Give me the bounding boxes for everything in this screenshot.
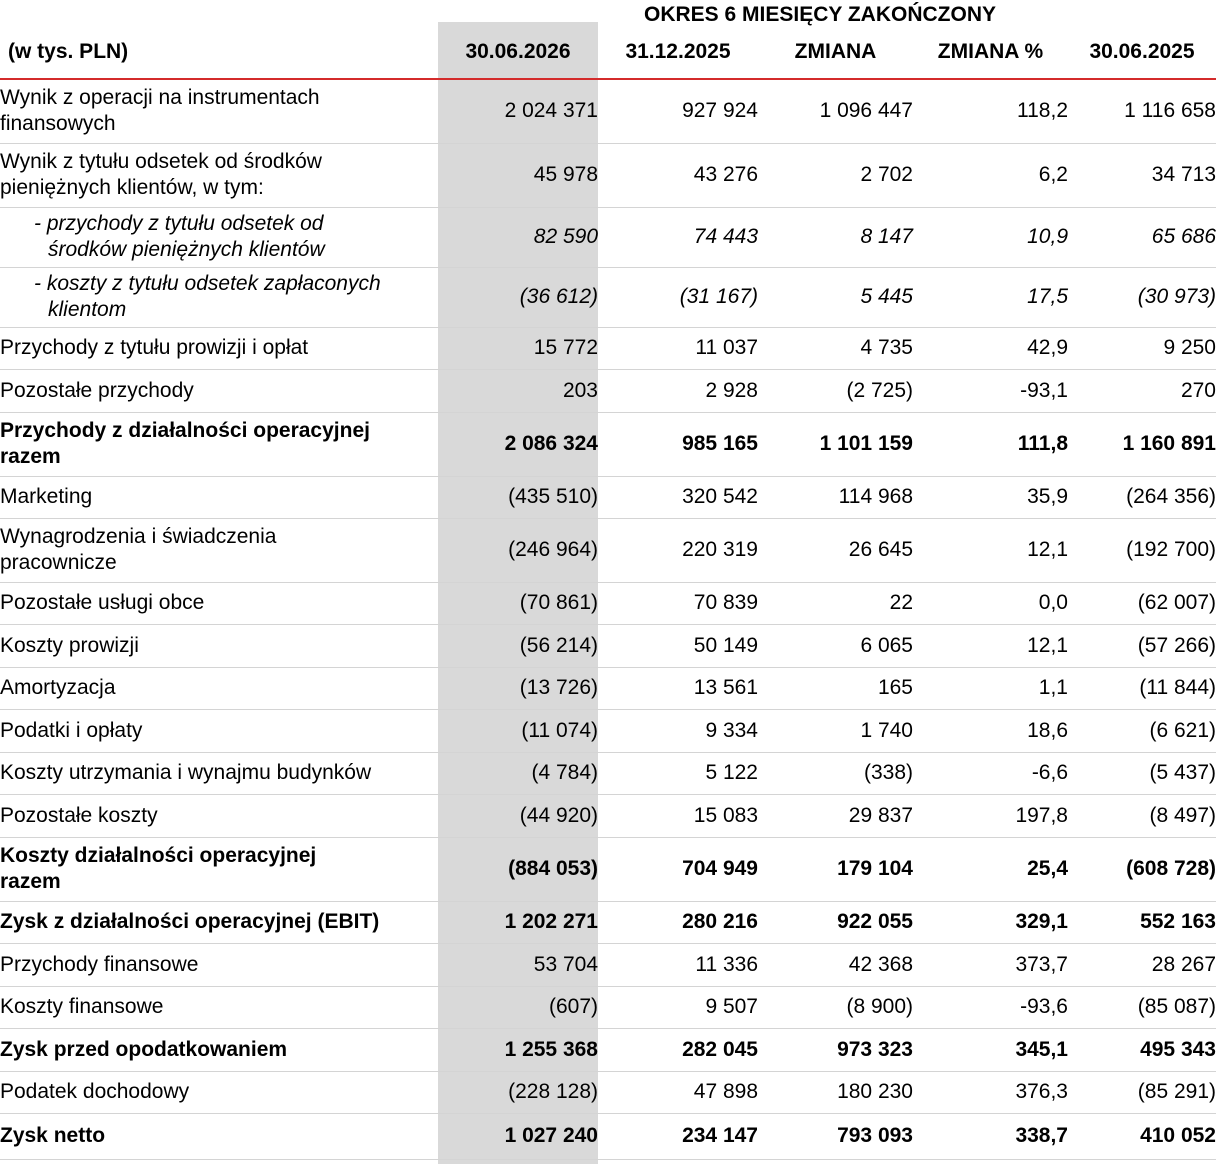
value-30-06-2025: 270 bbox=[1068, 369, 1216, 412]
table-row bbox=[0, 582, 1216, 624]
table-row bbox=[0, 1071, 1216, 1113]
value-zmiana-percent: -6,6 bbox=[913, 752, 1068, 794]
value-zmiana-percent: -93,1 bbox=[913, 369, 1068, 412]
value-zmiana: 26 645 bbox=[758, 518, 913, 582]
value-30-06-2025: (192 700) bbox=[1068, 518, 1216, 582]
value-zmiana: 1 740 bbox=[758, 709, 913, 752]
row-label bbox=[0, 518, 438, 582]
value-30-06-2026: 1 027 240 bbox=[438, 1113, 598, 1159]
value-zmiana-percent: 118,2 bbox=[913, 80, 1068, 143]
row-label-line: Zysk przed opodatkowaniem bbox=[0, 1037, 288, 1061]
row-label-line: Pozostałe koszty bbox=[0, 803, 158, 827]
value-31-12-2025: 2 928 bbox=[598, 369, 758, 412]
value-zmiana: 180 230 bbox=[758, 1071, 913, 1113]
value-31-12-2025: 5 122 bbox=[598, 752, 758, 794]
value-zmiana: (338) bbox=[758, 752, 913, 794]
table-row bbox=[0, 794, 1216, 837]
value-zmiana-percent: 373,7 bbox=[913, 943, 1068, 986]
value-zmiana: 8 147 bbox=[758, 207, 913, 267]
value-30-06-2025: (85 087) bbox=[1068, 986, 1216, 1028]
row-label-line: Zysk z działalności operacyjnej (EBIT) bbox=[0, 910, 380, 933]
table-row bbox=[0, 1028, 1216, 1071]
value-30-06-2026: (36 612) bbox=[438, 267, 598, 327]
value-30-06-2025: (62 007) bbox=[1068, 582, 1216, 624]
row-label bbox=[0, 837, 438, 901]
row-label-line: Podatki i opłaty bbox=[0, 718, 143, 742]
row-label bbox=[0, 901, 438, 943]
row-label bbox=[0, 1071, 438, 1113]
value-30-06-2026: 203 bbox=[438, 369, 598, 412]
value-zmiana-percent: 329,1 bbox=[913, 901, 1068, 943]
value-31-12-2025: 11 336 bbox=[598, 943, 758, 986]
value-30-06-2026: (246 964) bbox=[438, 518, 598, 582]
table-row bbox=[0, 143, 1216, 207]
table-row bbox=[0, 80, 1216, 143]
value-zmiana: (8 900) bbox=[758, 986, 913, 1028]
table-row bbox=[0, 207, 1216, 267]
table-row bbox=[0, 518, 1216, 582]
row-label-line: pieniężnych klientów, w tym: bbox=[0, 176, 264, 199]
row-label-line: Koszty działalności operacyjnej bbox=[0, 844, 317, 867]
value-30-06-2026: (884 053) bbox=[438, 837, 598, 901]
value-31-12-2025: 50 149 bbox=[598, 624, 758, 667]
row-label bbox=[0, 327, 438, 369]
value-zmiana-percent: 12,1 bbox=[913, 518, 1068, 582]
row-label bbox=[0, 143, 438, 207]
value-30-06-2026: (4 784) bbox=[438, 752, 598, 794]
value-30-06-2026: (435 510) bbox=[438, 476, 598, 518]
value-30-06-2025: 9 250 bbox=[1068, 327, 1216, 369]
value-zmiana-percent: 12,1 bbox=[913, 624, 1068, 667]
row-label-line: finansowych bbox=[0, 112, 116, 136]
value-30-06-2026: (228 128) bbox=[438, 1071, 598, 1113]
table-row bbox=[0, 369, 1216, 412]
value-30-06-2026: (13 726) bbox=[438, 667, 598, 709]
row-label-line: razem bbox=[0, 445, 61, 468]
value-zmiana: 114 968 bbox=[758, 476, 913, 518]
value-zmiana-percent: 1,1 bbox=[913, 667, 1068, 709]
row-label-line: Wynik z operacji na instrumentach bbox=[0, 86, 320, 110]
value-zmiana: 2 702 bbox=[758, 143, 913, 207]
value-30-06-2025: 552 163 bbox=[1068, 901, 1216, 943]
value-zmiana-percent: 18,6 bbox=[913, 709, 1068, 752]
value-31-12-2025: 13 561 bbox=[598, 667, 758, 709]
column-header-31-12-2025: 31.12.2025 bbox=[625, 40, 731, 63]
value-31-12-2025: 282 045 bbox=[598, 1028, 758, 1071]
income-statement-table bbox=[0, 80, 1216, 1160]
column-header-zmiana-percent: ZMIANA % bbox=[937, 40, 1044, 63]
value-31-12-2025: 43 276 bbox=[598, 143, 758, 207]
row-label-line: Przychody z działalności operacyjnej bbox=[0, 419, 370, 442]
row-label bbox=[0, 624, 438, 667]
row-label-line: Koszty prowizji bbox=[0, 633, 139, 657]
value-31-12-2025: 927 924 bbox=[598, 80, 758, 143]
value-30-06-2026: 82 590 bbox=[438, 207, 598, 267]
value-30-06-2026: 53 704 bbox=[438, 943, 598, 986]
row-label-line: Koszty finansowe bbox=[0, 995, 164, 1018]
value-zmiana-percent: 10,9 bbox=[913, 207, 1068, 267]
table-row bbox=[0, 327, 1216, 369]
value-30-06-2026: (70 861) bbox=[438, 582, 598, 624]
value-zmiana: 4 735 bbox=[758, 327, 913, 369]
value-30-06-2025: 28 267 bbox=[1068, 943, 1216, 986]
row-label bbox=[0, 80, 438, 143]
value-zmiana: 6 065 bbox=[758, 624, 913, 667]
value-30-06-2026: 45 978 bbox=[438, 143, 598, 207]
row-label bbox=[0, 1113, 438, 1159]
row-label-line: Pozostałe usługi obce bbox=[0, 591, 205, 614]
value-30-06-2026: (44 920) bbox=[438, 794, 598, 837]
table-row bbox=[0, 267, 1216, 327]
value-31-12-2025: 985 165 bbox=[598, 412, 758, 476]
value-zmiana: 165 bbox=[758, 667, 913, 709]
row-label-line: Marketing bbox=[0, 485, 93, 508]
value-30-06-2025: 410 052 bbox=[1068, 1113, 1216, 1159]
value-zmiana-percent: 17,5 bbox=[913, 267, 1068, 327]
value-30-06-2025: 495 343 bbox=[1068, 1028, 1216, 1071]
row-label-line: Wynik z tytułu odsetek od środków bbox=[0, 150, 322, 173]
value-zmiana-percent: 25,4 bbox=[913, 837, 1068, 901]
value-31-12-2025: 220 319 bbox=[598, 518, 758, 582]
value-31-12-2025: 234 147 bbox=[598, 1113, 758, 1159]
table-row bbox=[0, 986, 1216, 1028]
row-label-line: Przychody z tytułu prowizji i opłat bbox=[0, 336, 309, 359]
value-31-12-2025: 15 083 bbox=[598, 794, 758, 837]
value-30-06-2026: 1 255 368 bbox=[438, 1028, 598, 1071]
value-zmiana: 1 101 159 bbox=[758, 412, 913, 476]
value-31-12-2025: 320 542 bbox=[598, 476, 758, 518]
column-header-zmiana: ZMIANA bbox=[794, 40, 877, 63]
row-label-line: klientom bbox=[48, 298, 127, 321]
value-zmiana-percent: 197,8 bbox=[913, 794, 1068, 837]
row-label bbox=[0, 207, 438, 267]
income-statement-body bbox=[0, 80, 1216, 1159]
value-zmiana-percent: 345,1 bbox=[913, 1028, 1068, 1071]
value-zmiana: 22 bbox=[758, 582, 913, 624]
value-zmiana: 1 096 447 bbox=[758, 80, 913, 143]
row-label-line: Wynagrodzenia i świadczenia bbox=[0, 525, 277, 548]
value-zmiana-percent: 35,9 bbox=[913, 476, 1068, 518]
table-row bbox=[0, 667, 1216, 709]
row-label bbox=[0, 794, 438, 837]
period-title: OKRES 6 MIESIĘCY ZAKOŃCZONY bbox=[644, 3, 996, 26]
table-row bbox=[0, 412, 1216, 476]
row-label bbox=[0, 943, 438, 986]
value-zmiana: 179 104 bbox=[758, 837, 913, 901]
row-label-line: Podatek dochodowy bbox=[0, 1080, 190, 1103]
value-30-06-2026: (607) bbox=[438, 986, 598, 1028]
value-zmiana: 29 837 bbox=[758, 794, 913, 837]
row-label bbox=[0, 267, 438, 327]
value-zmiana: 5 445 bbox=[758, 267, 913, 327]
row-label-line: środków pieniężnych klientów bbox=[48, 238, 325, 261]
value-30-06-2025: (85 291) bbox=[1068, 1071, 1216, 1113]
value-zmiana-percent: 376,3 bbox=[913, 1071, 1068, 1113]
table-row bbox=[0, 901, 1216, 943]
table-row bbox=[0, 752, 1216, 794]
value-30-06-2026: (56 214) bbox=[438, 624, 598, 667]
value-31-12-2025: 9 507 bbox=[598, 986, 758, 1028]
row-label bbox=[0, 986, 438, 1028]
value-zmiana-percent: 6,2 bbox=[913, 143, 1068, 207]
value-30-06-2025: (11 844) bbox=[1068, 667, 1216, 709]
value-30-06-2025: (30 973) bbox=[1068, 267, 1216, 327]
value-30-06-2025: 65 686 bbox=[1068, 207, 1216, 267]
value-30-06-2025: 34 713 bbox=[1068, 143, 1216, 207]
value-31-12-2025: 9 334 bbox=[598, 709, 758, 752]
row-label-line: - koszty z tytułu odsetek zapłaconych bbox=[34, 272, 381, 295]
value-31-12-2025: 74 443 bbox=[598, 207, 758, 267]
value-zmiana: 973 323 bbox=[758, 1028, 913, 1071]
row-label-line: Zysk netto bbox=[0, 1124, 106, 1147]
value-30-06-2025: (264 356) bbox=[1068, 476, 1216, 518]
row-label-line: pracownicze bbox=[0, 551, 117, 574]
value-30-06-2025: (608 728) bbox=[1068, 837, 1216, 901]
value-30-06-2025: (57 266) bbox=[1068, 624, 1216, 667]
value-zmiana: 42 368 bbox=[758, 943, 913, 986]
value-30-06-2026: 1 202 271 bbox=[438, 901, 598, 943]
value-30-06-2025: (6 621) bbox=[1068, 709, 1216, 752]
value-zmiana-percent: 42,9 bbox=[913, 327, 1068, 369]
value-30-06-2025: (8 497) bbox=[1068, 794, 1216, 837]
value-30-06-2026: (11 074) bbox=[438, 709, 598, 752]
value-30-06-2026: 2 024 371 bbox=[438, 80, 598, 143]
value-zmiana-percent: 111,8 bbox=[913, 412, 1068, 476]
value-30-06-2025: 1 160 891 bbox=[1068, 412, 1216, 476]
table-row bbox=[0, 837, 1216, 901]
row-label-line: - przychody z tytułu odsetek od bbox=[34, 212, 324, 235]
row-label-line: Pozostałe przychody bbox=[0, 378, 194, 402]
column-header-30-06-2025: 30.06.2025 bbox=[1089, 40, 1195, 63]
value-31-12-2025: 47 898 bbox=[598, 1071, 758, 1113]
row-label bbox=[0, 752, 438, 794]
row-label bbox=[0, 582, 438, 624]
row-label-line: Koszty utrzymania i wynajmu budynków bbox=[0, 761, 372, 784]
value-zmiana-percent: -93,6 bbox=[913, 986, 1068, 1028]
row-label bbox=[0, 369, 438, 412]
value-31-12-2025: 280 216 bbox=[598, 901, 758, 943]
value-30-06-2025: 1 116 658 bbox=[1068, 80, 1216, 143]
table-row bbox=[0, 1113, 1216, 1159]
value-zmiana-percent: 0,0 bbox=[913, 582, 1068, 624]
table-row bbox=[0, 943, 1216, 986]
row-label bbox=[0, 412, 438, 476]
unit-label: (w tys. PLN) bbox=[8, 40, 129, 63]
column-header-30-06-2026: 30.06.2026 bbox=[465, 40, 571, 63]
value-31-12-2025: 11 037 bbox=[598, 327, 758, 369]
row-label bbox=[0, 709, 438, 752]
row-label-line: Amortyzacja bbox=[0, 676, 116, 699]
value-zmiana: (2 725) bbox=[758, 369, 913, 412]
row-label bbox=[0, 1028, 438, 1071]
table-row bbox=[0, 476, 1216, 518]
row-label bbox=[0, 667, 438, 709]
row-label-line: razem bbox=[0, 870, 61, 893]
value-31-12-2025: (31 167) bbox=[598, 267, 758, 327]
row-label-line: Przychody finansowe bbox=[0, 952, 199, 976]
value-zmiana: 793 093 bbox=[758, 1113, 913, 1159]
value-30-06-2025: (5 437) bbox=[1068, 752, 1216, 794]
value-zmiana: 922 055 bbox=[758, 901, 913, 943]
table-row bbox=[0, 624, 1216, 667]
table-row bbox=[0, 709, 1216, 752]
value-31-12-2025: 70 839 bbox=[598, 582, 758, 624]
value-30-06-2026: 15 772 bbox=[438, 327, 598, 369]
value-31-12-2025: 704 949 bbox=[598, 837, 758, 901]
row-label bbox=[0, 476, 438, 518]
value-30-06-2026: 2 086 324 bbox=[438, 412, 598, 476]
value-zmiana-percent: 338,7 bbox=[913, 1113, 1068, 1159]
